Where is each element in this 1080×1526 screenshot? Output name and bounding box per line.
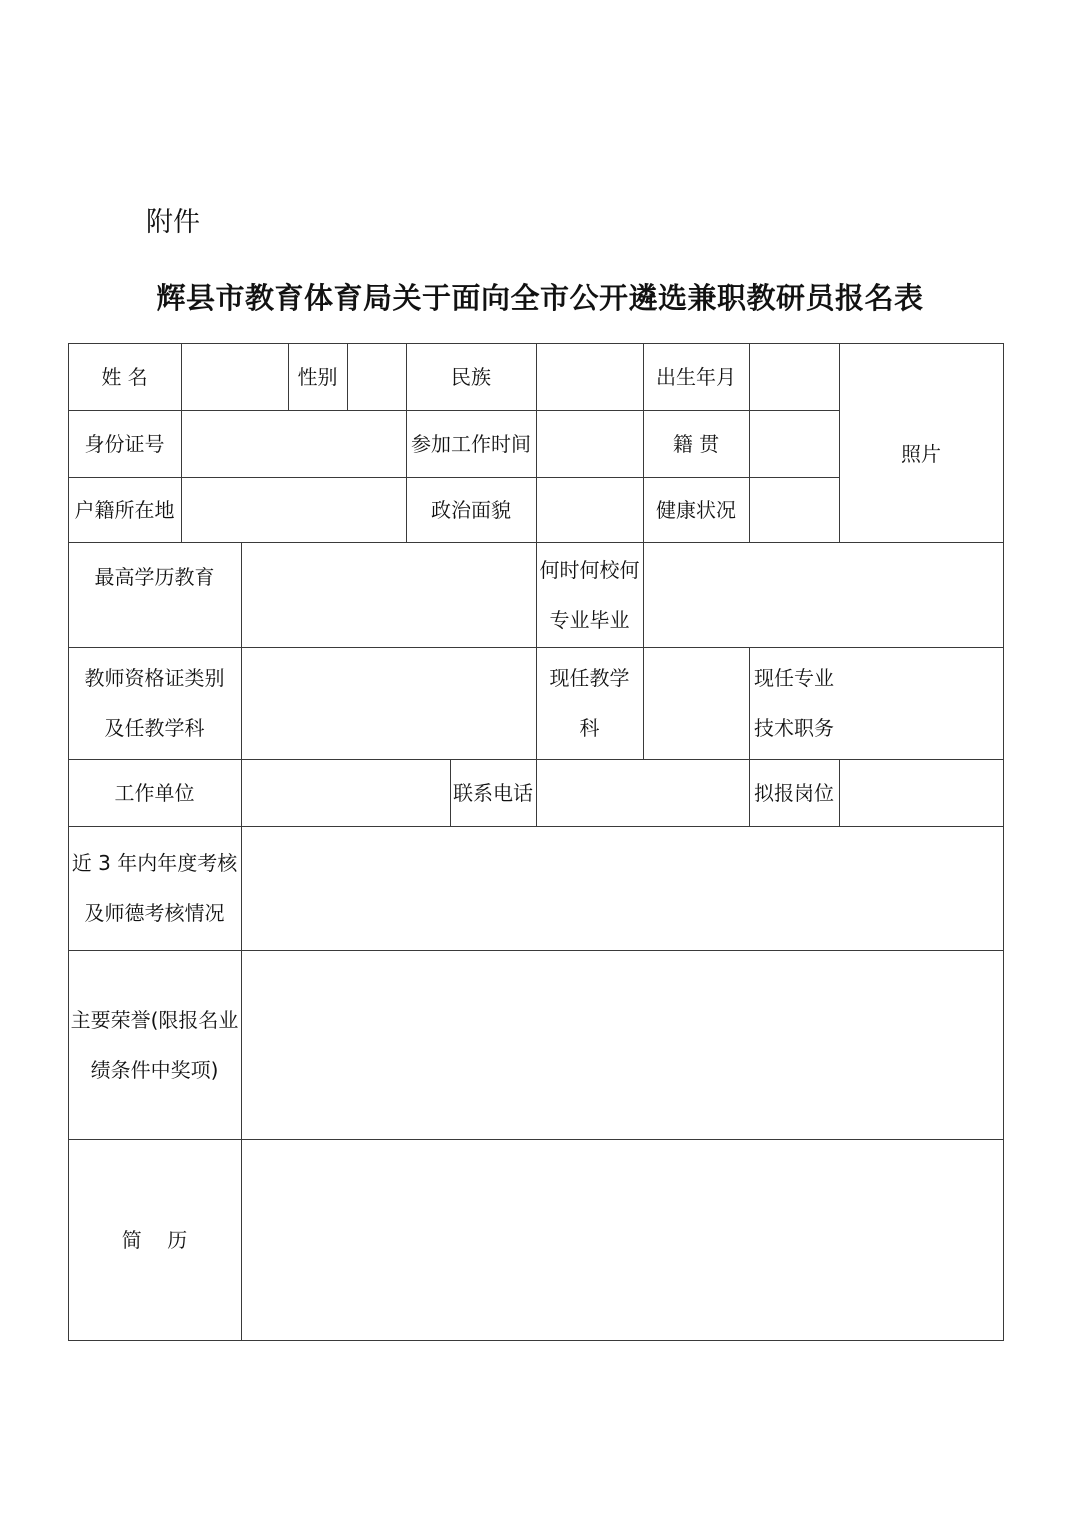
label-phone: 联系电话 (453, 780, 533, 805)
label-birth: 出生年月 (656, 364, 736, 389)
label-education: 最高学历教育 (94, 565, 215, 589)
label-graduation: 何时何校何 专业毕业 (539, 557, 640, 632)
gender-field[interactable] (348, 344, 406, 410)
label-health: 健康状况 (656, 497, 736, 522)
employer-field[interactable] (242, 760, 450, 826)
label-political: 政治面貌 (431, 497, 511, 522)
label-work-start: 参加工作时间 (411, 431, 531, 456)
label-teacher-certificate: 教师资格证类别 及任教学科 (84, 666, 225, 740)
label-resume: 简 历 (121, 1227, 188, 1252)
native-place-field[interactable] (750, 411, 839, 477)
current-subject-field[interactable] (644, 648, 749, 759)
photo-box[interactable]: 照片 (901, 442, 941, 466)
label-name: 姓 名 (101, 364, 148, 389)
education-field[interactable] (242, 543, 536, 647)
label-current-title: 现任专业 技术职务 (754, 666, 834, 740)
label-ethnicity: 民族 (451, 364, 491, 389)
label-household: 户籍所在地 (74, 497, 175, 522)
form-title: 辉县市教育体育局关于面向全市公开遴选兼职教研员报名表 (156, 281, 924, 315)
id-number-field[interactable] (182, 411, 406, 477)
label-employer: 工作单位 (114, 780, 195, 805)
graduation-field[interactable] (644, 543, 1003, 647)
label-id-number: 身份证号 (84, 431, 165, 456)
household-field[interactable] (182, 478, 406, 542)
label-position: 拟报岗位 (754, 780, 834, 805)
phone-field[interactable] (537, 760, 749, 826)
ethnicity-field[interactable] (537, 344, 643, 410)
teacher-certificate-field[interactable] (242, 648, 536, 759)
honors-field[interactable] (242, 951, 1003, 1139)
work-start-field[interactable] (537, 411, 643, 477)
label-gender: 性别 (297, 364, 338, 389)
label-assessment: 近 3 年内年度考核 及师德考核情况 (71, 851, 238, 925)
assessment-field[interactable] (242, 827, 1003, 950)
current-title-field[interactable] (840, 648, 1003, 759)
position-field[interactable] (840, 760, 1003, 826)
health-field[interactable] (750, 478, 839, 542)
label-honors: 主要荣誉(限报名业 绩条件中奖项) (70, 1007, 239, 1082)
birth-field[interactable] (750, 344, 839, 410)
label-current-subject: 现任教学 科 (549, 666, 630, 740)
resume-field[interactable] (242, 1140, 1003, 1340)
label-native-place: 籍 贯 (672, 431, 720, 456)
name-field[interactable] (182, 344, 288, 410)
attachment-label: 附件 (146, 207, 200, 238)
political-field[interactable] (537, 478, 643, 542)
